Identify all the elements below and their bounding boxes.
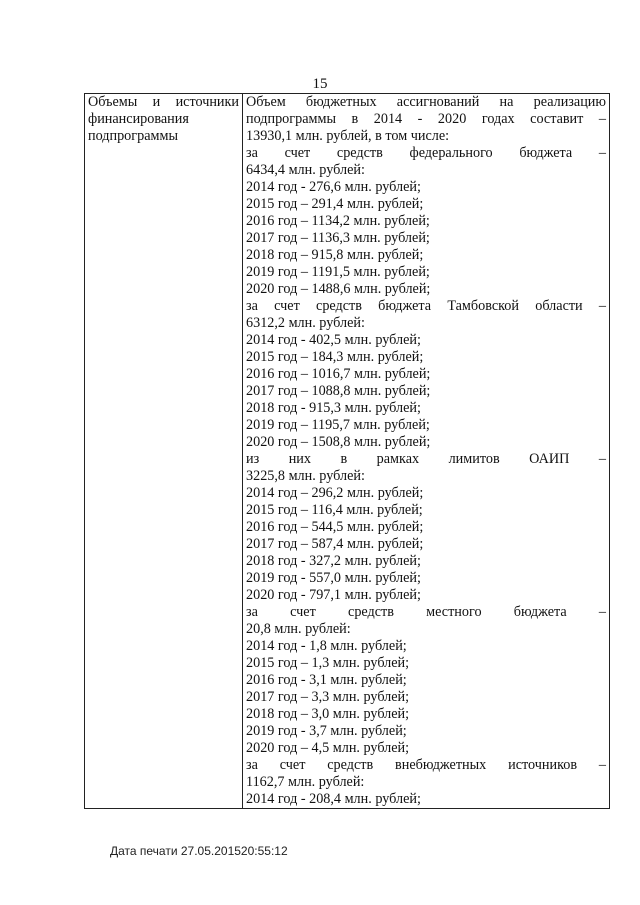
funding-line: 2015 год – 1,3 млн. рублей; — [246, 655, 410, 671]
funding-line: 2014 год - 276,6 млн. рублей; — [246, 179, 421, 195]
funding-line: 2014 год – 296,2 млн. рублей; — [246, 485, 424, 501]
funding-line: 2014 год - 208,4 млн. рублей; — [246, 791, 421, 807]
row-label — [88, 94, 239, 145]
funding-line: 20,8 млн. рублей: — [246, 621, 351, 637]
funding-line: 2017 год – 1136,3 млн. рублей; — [246, 230, 430, 246]
funding-line: 2017 год – 3,3 млн. рублей; — [246, 689, 410, 705]
row-label-cell — [85, 94, 243, 809]
row-label-line: Объемы и источники — [88, 94, 239, 110]
funding-line: 2018 год - 915,3 млн. рублей; — [246, 400, 421, 416]
funding-line: 2016 год - 3,1 млн. рублей; — [246, 672, 407, 688]
funding-line: 2014 год - 402,5 млн. рублей; — [246, 332, 421, 348]
funding-line: 6434,4 млн. рублей: — [246, 162, 365, 178]
funding-line: 2020 год – 4,5 млн. рублей; — [246, 740, 410, 756]
funding-line: 2020 год – 1508,8 млн. рублей; — [246, 434, 431, 450]
funding-line: 2017 год – 587,4 млн. рублей; — [246, 536, 424, 552]
funding-line: 2019 год - 3,7 млн. рублей; — [246, 723, 407, 739]
row-value-cell — [243, 94, 610, 809]
funding-line: 2020 год – 1488,6 млн. рублей; — [246, 281, 431, 297]
funding-line: 3225,8 млн. рублей: — [246, 468, 365, 484]
funding-line: 2020 год - 797,1 млн. рублей; — [246, 587, 421, 603]
subprogram-table — [84, 93, 610, 809]
funding-line: 2016 год – 544,5 млн. рублей; — [246, 519, 424, 535]
funding-line: подпрограммы в 2014 - 2020 годах составит – — [246, 111, 606, 127]
funding-line: 2016 год – 1016,7 млн. рублей; — [246, 366, 431, 382]
funding-line: 2018 год – 3,0 млн. рублей; — [246, 706, 410, 722]
funding-line: за счет средств внебюджетных источников – — [246, 757, 606, 773]
funding-line: 2017 год – 1088,8 млн. рублей; — [246, 383, 431, 399]
funding-line: 2019 год – 1191,5 млн. рублей; — [246, 264, 430, 280]
funding-line: 13930,1 млн. рублей, в том числе: — [246, 128, 450, 144]
funding-line: 2019 год – 1195,7 млн. рублей; — [246, 417, 430, 433]
funding-line: 2019 год - 557,0 млн. рублей; — [246, 570, 421, 586]
funding-line: 2016 год – 1134,2 млн. рублей; — [246, 213, 430, 229]
page-number: 15 — [312, 76, 328, 92]
funding-description — [246, 94, 606, 808]
funding-line: Объем бюджетных ассигнований на реализацию — [246, 94, 606, 110]
funding-line: 2014 год - 1,8 млн. рублей; — [246, 638, 407, 654]
funding-line: 6312,2 млн. рублей: — [246, 315, 365, 331]
row-label-line: подпрограммы — [88, 128, 178, 144]
print-date: Дата печати 27.05.201520:55:12 — [110, 844, 288, 858]
funding-line: 2018 год – 915,8 млн. рублей; — [246, 247, 424, 263]
funding-line: 2015 год – 291,4 млн. рублей; — [246, 196, 424, 212]
funding-line: за счет средств федерального бюджета – — [246, 145, 606, 161]
funding-line: 2015 год – 116,4 млн. рублей; — [246, 502, 423, 518]
funding-line: за счет средств местного бюджета – — [246, 604, 606, 620]
row-label-line: финансирования — [88, 111, 189, 127]
funding-line: 2015 год – 184,3 млн. рублей; — [246, 349, 424, 365]
funding-line: 2018 год - 327,2 млн. рублей; — [246, 553, 421, 569]
funding-line: 1162,7 млн. рублей: — [246, 774, 365, 790]
funding-line: из них в рамках лимитов ОАИП – — [246, 451, 606, 467]
funding-line: за счет средств бюджета Тамбовской области – — [246, 298, 606, 314]
table-row — [85, 94, 610, 809]
